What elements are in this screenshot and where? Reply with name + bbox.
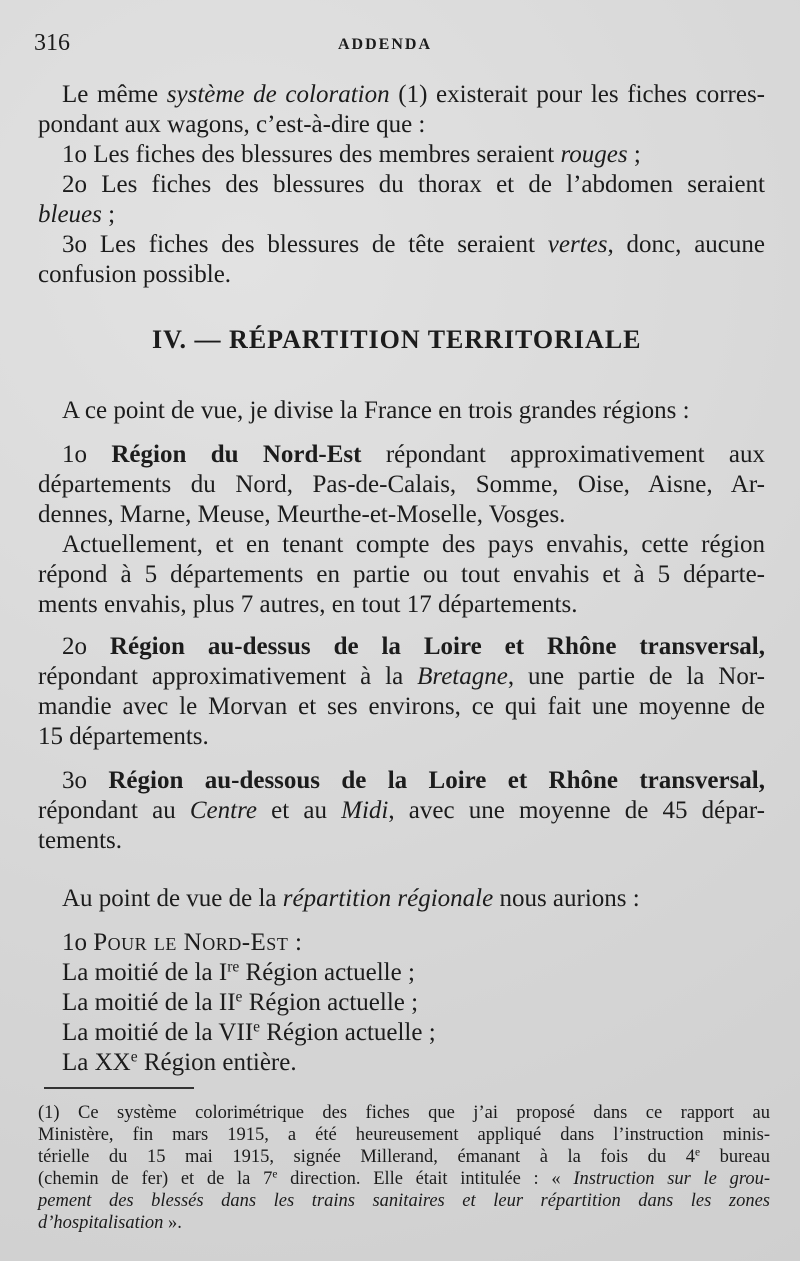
footnote-line: d’hospitalisation ». <box>38 1213 182 1233</box>
text-line: Le même système de coloration (1) existerait pour les fiches corres- <box>62 81 765 108</box>
footnote-line: (1) Ce système colorimétrique des fiches que j’ai proposé dans ce rapport au <box>38 1103 770 1123</box>
text-line: répondant au Centre et au Midi, avec une moyenne de 45 dépar- <box>38 797 766 824</box>
text-line: 15 départements. <box>38 723 209 750</box>
text-line: pondant aux wagons, c’est-à-dire que : <box>38 111 426 138</box>
footnote-line: térielle du 15 mai 1915, signée Millerand, émanant à la fois du 4e bureau <box>38 1146 770 1167</box>
text-line: 2o Région au-dessus de la Loire et Rhône transversal, <box>62 633 765 660</box>
footnote-line: Ministère, fin mars 1915, a été heureusement appliqué dans l’instruction minis- <box>38 1125 770 1145</box>
section-heading: IV. — RÉPARTITION TERRITORIALE <box>152 325 642 354</box>
footnote-line: (chemin de fer) et de la 7e direction. Elle était intitulée : « Instruction sur le grou- <box>38 1168 771 1189</box>
text-line: Actuellement, et en tenant compte des pays envahis, cette région <box>62 531 765 558</box>
list-item: La moitié de la IIe Région actuelle ; <box>62 988 419 1016</box>
text-line: 1o Région du Nord-Est répondant approximativement aux <box>62 441 765 468</box>
text-line: 3o Les fiches des blessures de tête seraient vertes, donc, aucune <box>62 231 765 258</box>
text-line: 1o Les fiches des blessures des membres seraient rouges ; <box>62 141 641 168</box>
list-heading: 1o Pour le Nord-Est : <box>62 929 303 956</box>
text-line: confusion possible. <box>38 261 232 288</box>
text-line: tements. <box>38 827 123 854</box>
text-line: ments envahis, plus 7 autres, en tout 17 départements. <box>38 591 578 618</box>
text-line: 2o Les fiches des blessures du thorax et de l’abdomen seraient <box>62 171 765 198</box>
page-number: 316 <box>34 30 70 56</box>
text-line: bleues ; <box>38 201 116 228</box>
footnote-rule <box>44 1087 194 1089</box>
text-line: 3o Région au-dessous de la Loire et Rhône transversal, <box>62 767 765 794</box>
text-line: dennes, Marne, Meuse, Meurthe-et-Moselle, Vosges. <box>38 501 566 528</box>
footnote-line: pement des blessés dans les trains sanitaires et leur répartition dans les zones <box>38 1191 770 1211</box>
text-line: Au point de vue de la répartition régionale nous aurions : <box>62 885 640 912</box>
running-title: ADDENDA <box>338 36 432 53</box>
text-line: répondant approximativement à la Bretagne, une partie de la Nor- <box>38 663 765 690</box>
text-line: répond à 5 départements en partie ou tout envahis et à 5 départe- <box>38 561 765 588</box>
text-line: A ce point de vue, je divise la France en trois grandes régions : <box>62 397 690 424</box>
list-item: La moitié de la Ire Région actuelle ; <box>62 958 415 986</box>
text-line: départements du Nord, Pas-de-Calais, Somme, Oise, Aisne, Ar- <box>38 471 765 498</box>
list-item: La XXe Région entière. <box>62 1048 297 1076</box>
list-item: La moitié de la VIIe Région actuelle ; <box>62 1018 436 1046</box>
text-line: mandie avec le Morvan et ses environs, ce qui fait une moyenne de <box>38 693 765 720</box>
